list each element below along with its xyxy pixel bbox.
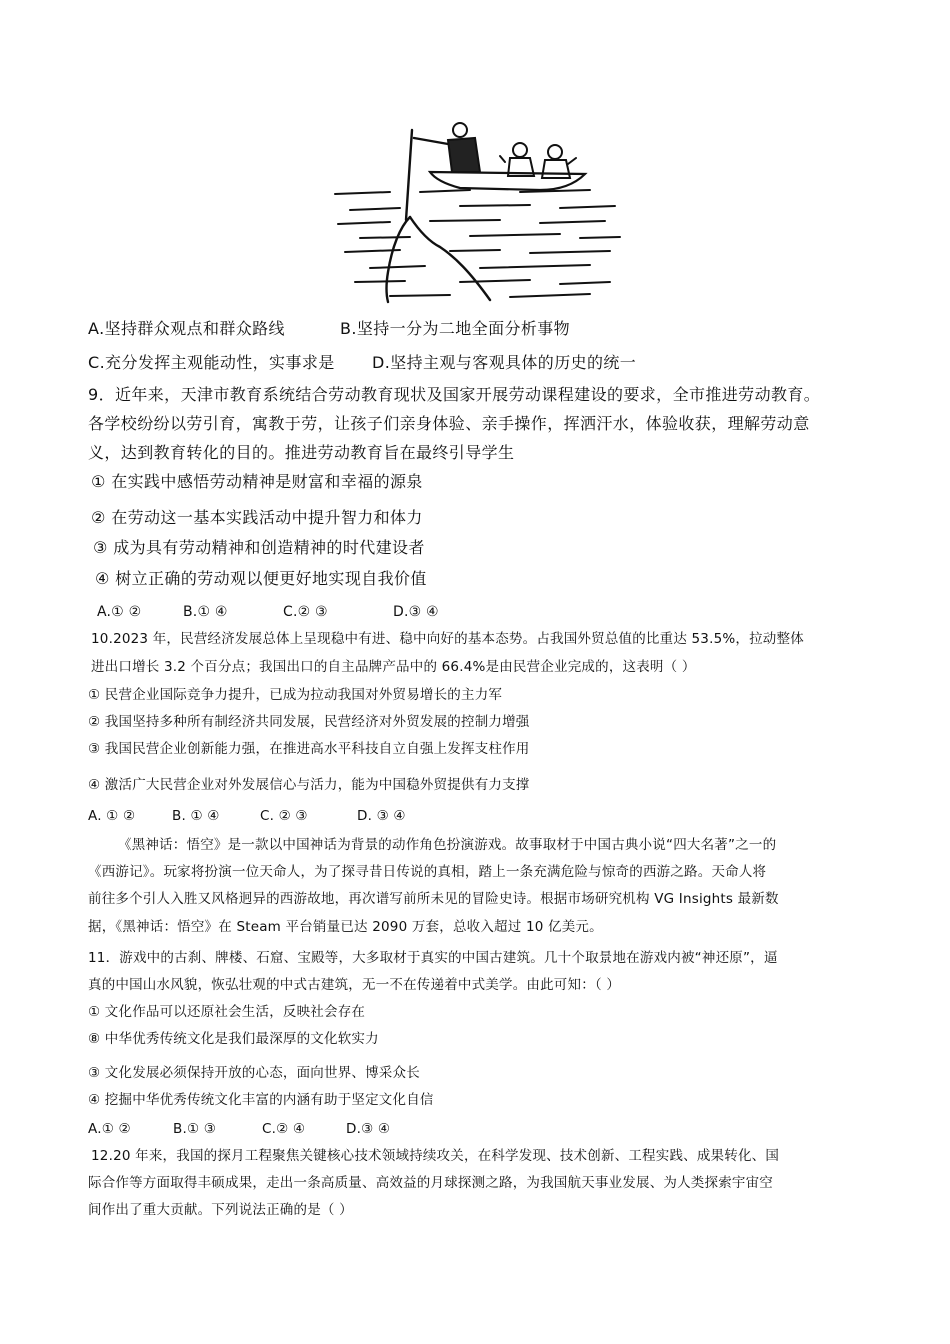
q10-item-4: ④ 激活广大民营企业对外发展信心与活力，能为中国稳外贸提供有力支撑 xyxy=(88,777,530,793)
q8-option-c: C.充分发挥主观能动性，实事求是 xyxy=(88,353,335,372)
q11-item-4: ④ 挖掘中华优秀传统文化丰富的内涵有助于坚定文化自信 xyxy=(88,1092,434,1108)
q8-option-d: D.坚持主观与客观具体的历史的统一 xyxy=(372,353,637,372)
q11-stem-line-2: 真的中国山水风貌，恢弘壮观的中式古建筑，无一不在传递着中式美学。由此可知：（ ） xyxy=(88,977,621,993)
q8-option-a: A.坚持群众观点和群众路线 xyxy=(88,319,285,338)
q8-option-b: B.坚持一分为二地全面分析事物 xyxy=(340,319,571,338)
q9-choice-a: A.① ② xyxy=(97,604,142,620)
q9-stem-line-1: 9．近年来，天津市教育系统结合劳动教育现状及国家开展劳动课程建设的要求，全市推进劳动教育。 xyxy=(88,385,821,404)
material-line-3: 前往多个引人入胜又风格迥异的西游故地，再次谱写前所未见的冒险史诗。根据市场研究机构 VG Insights 最新数 xyxy=(88,891,779,907)
q10-stem-line-2: 进出口增长 3.2 个百分点；我国出口的自主品牌产品中的 66.4%是由民营企业完成的，这表明（ ） xyxy=(91,659,696,675)
q9-item-1: ① 在实践中感悟劳动精神是财富和幸福的源泉 xyxy=(91,472,423,491)
q10-item-1: ① 民营企业国际竞争力提升，已成为拉动我国对外贸易增长的主力军 xyxy=(88,687,503,703)
q10-item-3: ③ 我国民营企业创新能力强，在推进高水平科技自立自强上发挥支柱作用 xyxy=(88,741,530,757)
q10-stem-line-1: 10.2023 年，民营经济发展总体上呈现稳中有进、稳中向好的基本态势。占我国外贸总值的比重达 53.5%，拉动整体 xyxy=(91,631,804,647)
q9-item-3: ③ 成为具有劳动精神和创造精神的时代建设者 xyxy=(93,538,425,557)
q9-choice-d: D.③ ④ xyxy=(393,604,439,620)
q11-item-3: ③ 文化发展必须保持开放的心态，面向世界、博采众长 xyxy=(88,1065,420,1081)
q10-choice-d: D. ③ ④ xyxy=(357,808,406,824)
q11-choice-d: D.③ ④ xyxy=(346,1121,391,1137)
q11-item-1: ① 文化作品可以还原社会生活，反映社会存在 xyxy=(88,1004,366,1020)
q11-choice-a: A.① ② xyxy=(88,1121,131,1137)
q9-stem-line-3: 义，达到教育转化的目的。推进劳动教育旨在最终引导学生 xyxy=(88,443,515,462)
q12-stem-line-1: 12.20 年来，我国的探月工程聚焦关键核心技术领域持续攻关，在科学发现、技术创新、工程实践、成果转化、国 xyxy=(91,1148,780,1164)
material-line-4: 据，《黑神话：悟空》在 Steam 平台销量已达 2090 万套，总收入超过 10 亿美元。 xyxy=(88,919,603,935)
q12-stem-line-3: 间作出了重大贡献。下列说法正确的是（ ） xyxy=(88,1202,353,1218)
q11-item-2: ⑧ 中华优秀传统文化是我们最深厚的文化软实力 xyxy=(88,1031,379,1047)
q9-item-2: ② 在劳动这一基本实践活动中提升智力和体力 xyxy=(91,508,423,527)
q11-choice-c: C.② ④ xyxy=(262,1121,306,1137)
q9-stem-line-2: 各学校纷纷以劳引育，寓教于劳，让孩子们亲身体验、亲手操作，挥洒汗水，体验收获，理解劳动意 xyxy=(88,414,810,433)
q9-choice-c: C.② ③ xyxy=(283,604,328,620)
material-line-1: 《黑神话：悟空》是一款以中国神话为背景的动作角色扮演游戏。故事取材于中国古典小说“四大名著”之一的 xyxy=(118,837,777,853)
q9-item-4: ④ 树立正确的劳动观以便更好地实现自我价值 xyxy=(95,569,427,588)
q10-choice-b: B. ① ④ xyxy=(172,808,220,824)
q9-choice-b: B.① ④ xyxy=(183,604,228,620)
q10-item-2: ② 我国坚持多种所有制经济共同发展，民营经济对外贸发展的控制力增强 xyxy=(88,714,530,730)
material-line-2: 《西游记》。玩家将扮演一位天命人，为了探寻昔日传说的真相，踏上一条充满危险与惊奇的西游之路。天命人将 xyxy=(88,864,767,880)
q11-stem-line-1: 11．游戏中的古刹、牌楼、石窟、宝殿等，大多取材于真实的中国古建筑。几十个取景地在游戏内被“神还原”，逼 xyxy=(88,950,778,966)
q10-choice-c: C. ② ③ xyxy=(260,808,308,824)
boat-cartoon-illustration xyxy=(330,122,625,307)
q11-choice-b: B.① ③ xyxy=(173,1121,217,1137)
q12-stem-line-2: 际合作等方面取得丰硕成果，走出一条高质量、高效益的月球探测之路，为我国航天事业发展、为人类探索宇宙空 xyxy=(88,1175,773,1191)
q10-choice-a: A. ① ② xyxy=(88,808,136,824)
